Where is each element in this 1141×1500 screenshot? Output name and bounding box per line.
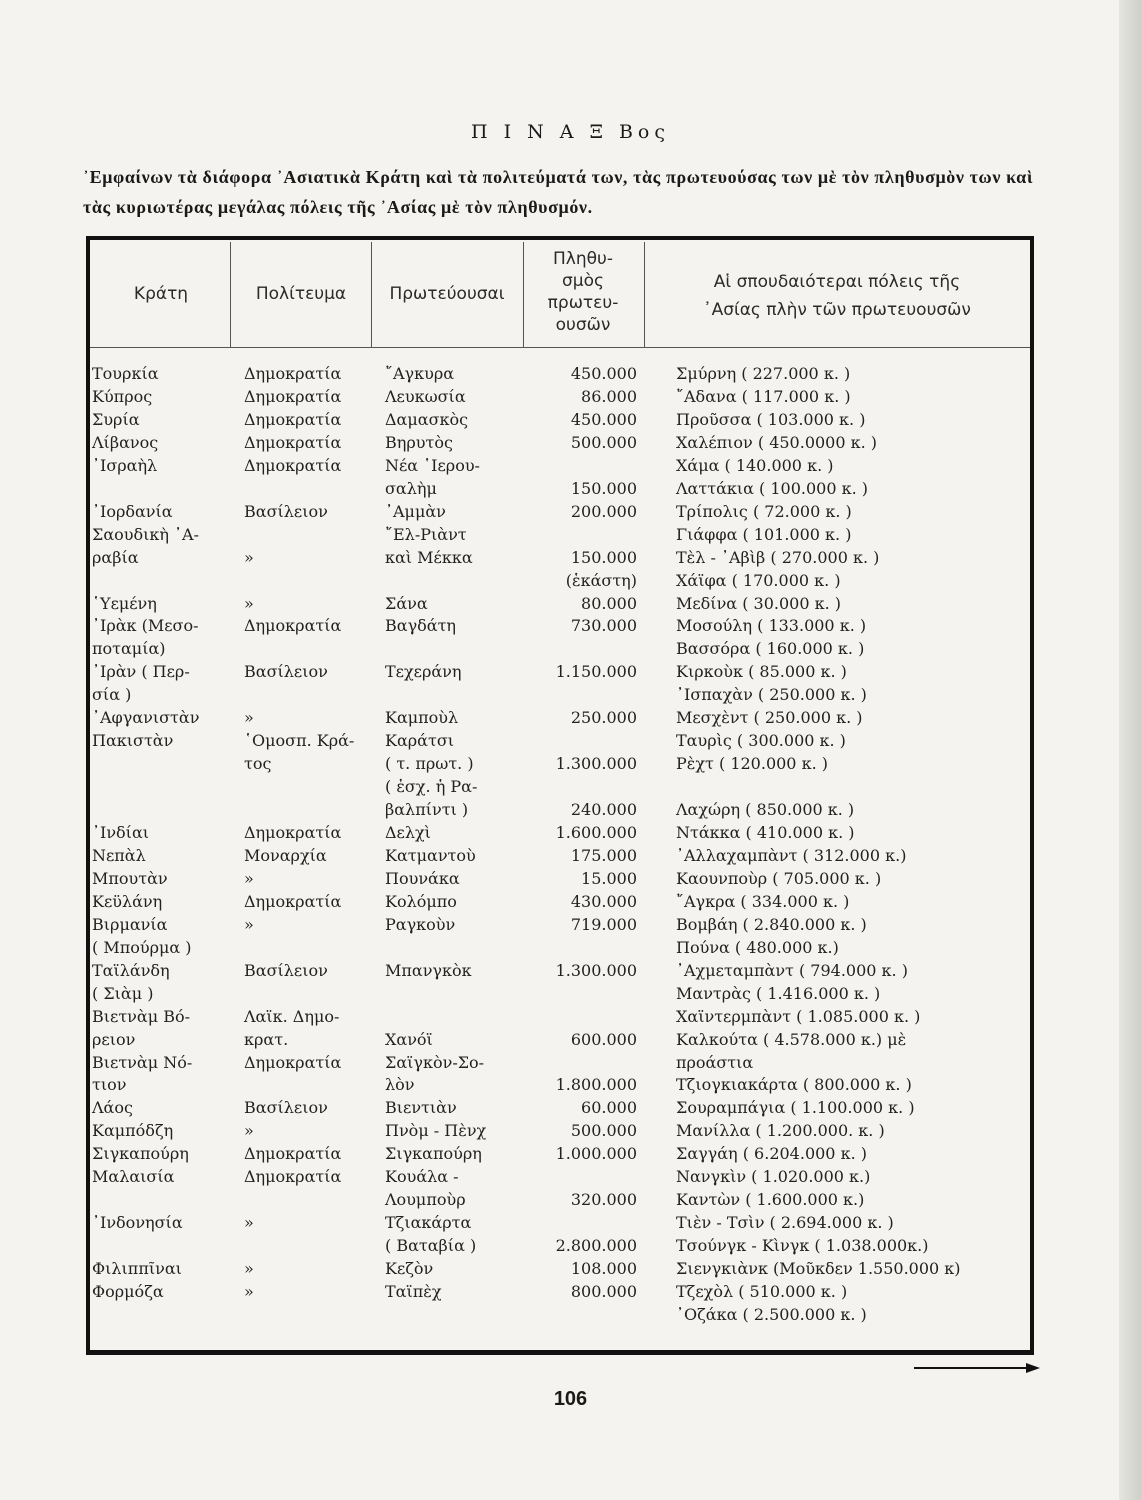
table-row [0,729,1141,752]
cell-capital: Νέα ῾Ιερου- [385,455,480,475]
cell-population: 108.000 [570,1259,637,1279]
cell-population: 150.000 [570,478,637,498]
cell-state: ᾽Ισραὴλ [92,455,158,475]
table-row [0,706,1141,729]
cell-regime: » [244,1259,254,1279]
cell-capital: Κατμαντοὺ [385,845,476,865]
cell-state: Μπουτὰν [92,868,168,888]
cell-population: 500.000 [570,1121,637,1141]
cell-state: ᾽Αφγανιστὰν [92,708,200,728]
header-line: Αἱ σπουδαιότεραι πόλεις τῆς [713,272,961,292]
table-row [0,1073,1141,1096]
table-row [0,1303,1141,1326]
cell-regime: ῾Ομοσπ. Κρά- [244,731,355,751]
cell-capital: Βαγδάτη [385,616,456,636]
cell-population: 500.000 [570,432,637,452]
table-row [0,569,1141,592]
cell-population: 240.000 [570,800,637,820]
table-row [0,683,1141,706]
cell-regime: Δημοκρατία [244,386,342,406]
cell-state: σία ) [92,685,132,705]
table-row [0,752,1141,775]
cell-population: 1.800.000 [555,1075,637,1095]
table-row [0,867,1141,890]
cell-state: ᾽Ιορδανία [92,501,173,521]
cell-regime: κρατ. [244,1029,289,1049]
cell-population: 320.000 [570,1190,637,1210]
cell-city: Κιρκοὺκ ( 85.000 κ. ) [676,662,847,682]
cell-capital: Κολόμπο [385,891,457,911]
cell-state: Κύπρος [92,386,153,406]
header-states: Κράτη [133,284,189,304]
table-row [0,936,1141,959]
cell-regime: » [244,914,254,934]
table-row [0,1005,1141,1028]
cell-capital: ῎Ελ-Ριὰντ [385,524,467,544]
cell-city: Λαχώρη ( 850.000 κ. ) [676,800,855,820]
table-row [0,454,1141,477]
table-row [0,362,1141,385]
cell-city: Τιὲν - Τσὶν ( 2.694.000 κ. ) [676,1213,894,1233]
cell-state: ( Σιὰμ ) [92,983,154,1003]
cell-regime: » [244,593,254,613]
table-row [0,385,1141,408]
cell-city: Χαϊντερμπὰντ ( 1.085.000 κ. ) [676,1006,921,1026]
cell-state: ᾽Ινδονησία [92,1213,183,1233]
cell-city: Καντὼν ( 1.600.000 κ.) [676,1190,865,1210]
cell-city: Λαττάκια ( 100.000 κ. ) [676,478,869,498]
cell-capital: Τεχεράνη [385,662,462,682]
cell-state: Λάος [92,1098,133,1118]
cell-city: Σουραμπάγια ( 1.100.000 κ. ) [676,1098,915,1118]
header-line: σμὸς [562,271,604,291]
cell-city: ᾽Αχμεταμπὰντ ( 794.000 κ. ) [676,960,908,980]
cell-state: Λίβανος [92,432,159,452]
cell-city: Μαντρὰς ( 1.416.000 κ. ) [676,983,881,1003]
header-line: Πληθυ- [553,249,613,269]
cell-city: Σαγγάη ( 6.204.000 κ. ) [676,1144,867,1164]
header-capitals: Πρωτεύουσαι [389,284,505,304]
header-divider [644,242,645,348]
table-row [0,798,1141,821]
cell-population: 175.000 [570,845,637,865]
cell-city: Τὲλ - ᾽Αβὶβ ( 270.000 κ. ) [676,547,880,567]
table-row [0,1142,1141,1165]
cell-capital: Καράτσι [385,731,455,751]
cell-regime: Βασίλειον [244,960,328,980]
cell-city: Γιάφφα ( 101.000 κ. ) [676,524,852,544]
header-line: ᾽Ασίας πλὴν τῶν πρωτευουσῶν [703,300,971,320]
cell-capital: σαλὴμ [385,478,437,498]
cell-capital: Δαμασκὸς [385,409,469,429]
cell-state: ᾽Ιρὰν ( Περ- [92,662,190,682]
table-row [0,431,1141,454]
table-row [0,1280,1141,1303]
table-row [0,890,1141,913]
cell-city: Προῦσσα ( 103.000 κ. ) [676,409,866,429]
cell-capital: Κουάλα - [385,1167,459,1187]
cell-capital: ( ἐσχ. ἡ Ρα- [385,777,478,797]
cell-population: 1.150.000 [555,662,637,682]
cell-capital: Σιγκαπούρη [385,1144,482,1164]
cell-state: Βιρμανία [92,914,168,934]
cell-state: Συρία [92,409,140,429]
cell-city: Πούνα ( 480.000 κ.) [676,937,839,957]
cell-population: 15.000 [581,868,637,888]
table-row [0,1234,1141,1257]
table-row [0,614,1141,637]
cell-capital: Λευκωσία [385,386,466,406]
cell-city: Καουνποὺρ ( 705.000 κ. ) [676,868,882,888]
cell-city: Μανίλλα ( 1.200.000. κ. ) [676,1121,885,1141]
table-row [0,1051,1141,1074]
cell-city: Μοσούλη ( 133.000 κ. ) [676,616,867,636]
table-row [0,982,1141,1005]
cell-regime: » [244,868,254,888]
table-row [0,844,1141,867]
table-row [0,821,1141,844]
cell-population: (ἑκάστη) [565,570,637,590]
cell-state: τιον [92,1075,127,1095]
cell-regime: Βασίλειον [244,662,328,682]
cell-regime: Δημοκρατία [244,455,342,475]
cell-state: Ταϊλάνδη [92,960,170,980]
table-row [0,637,1141,660]
cell-regime: Μοναρχία [244,845,327,865]
cell-city: Μεδίνα ( 30.000 κ. ) [676,593,842,613]
cell-state: Βιετνὰμ Νό- [92,1052,193,1072]
cell-population: 719.000 [570,914,637,934]
cell-city: προάστια [676,1052,754,1072]
cell-capital: Τζιακάρτα [385,1213,472,1233]
cell-state: Σιγκαπούρη [92,1144,189,1164]
cell-state: Βιετνὰμ Βό- [92,1006,190,1026]
header-line: πρωτευ- [547,293,619,313]
cell-state: ᾽Ιρὰκ (Μεσο- [92,616,199,636]
cell-capital: Καμποὺλ [385,708,459,728]
cell-population: 450.000 [570,364,637,383]
cell-state: ( Μπούρμα ) [92,937,192,957]
cell-capital: Βιεντιὰν [385,1098,457,1118]
cell-capital: βαλπίντι ) [385,800,469,820]
table-row [0,546,1141,569]
cell-population: 2.800.000 [555,1236,637,1256]
cell-population: 430.000 [570,891,637,911]
cell-capital: Ραγκοὺν [385,914,456,934]
cell-capital: ῎Αγκυρα [385,364,455,383]
table-title: Π Ι Ν Α Ξ Βος [470,121,671,143]
table-row [0,1028,1141,1051]
cell-population: 600.000 [570,1029,637,1049]
cell-population: 250.000 [570,708,637,728]
cell-state: ποταμία) [92,639,166,659]
cell-capital: Χανόϊ [385,1029,433,1049]
cell-capital: Πνὸμ - Πὲνχ [385,1121,487,1141]
cell-regime: Λαϊκ. Δημο- [244,1006,340,1026]
cell-population: 730.000 [570,616,637,636]
cell-state: Κεϋλάνη [92,891,163,911]
cell-capital: καὶ Μέκκα [385,547,473,567]
cell-city: Χάϊφα ( 170.000 κ. ) [676,570,841,590]
cell-state: ραβία [92,547,139,567]
cell-regime: Δημοκρατία [244,823,342,842]
cell-regime: » [244,547,254,567]
header-regime: Πολίτευμα [255,284,347,304]
cell-regime: τος [244,754,272,774]
table-row [0,500,1141,523]
cell-population: 450.000 [570,409,637,429]
cell-state: ᾽Ινδίαι [92,823,150,842]
cell-regime: Δημοκρατία [244,616,342,636]
cell-city: ᾽Αλλαχαμπὰντ ( 312.000 κ.) [676,845,907,865]
cell-population: 60.000 [581,1098,637,1118]
cell-population: 1.300.000 [555,754,637,774]
cell-city: ῎Αγκρα ( 334.000 κ. ) [676,891,850,911]
cell-capital: λὸν [385,1075,415,1095]
cell-city: Ταυρὶς ( 300.000 κ. ) [676,731,846,751]
cell-population: 150.000 [570,547,637,567]
cell-state: Φιλιππῖναι [92,1259,182,1279]
table-row [0,1211,1141,1234]
table-row [0,408,1141,431]
page-number: 106 [553,1388,588,1410]
cell-regime: Δημοκρατία [244,1167,342,1187]
header-rule [90,347,1030,348]
cell-city: Τρίπολις ( 72.000 κ. ) [676,501,852,521]
header-divider [230,242,231,348]
cell-city: ᾽Οζάκα ( 2.500.000 κ. ) [676,1304,867,1324]
table-row [0,1257,1141,1280]
table-row [0,913,1141,936]
cell-city: Βασσόρα ( 160.000 κ. ) [676,639,865,659]
cell-city: Ρὲχτ ( 120.000 κ. ) [676,754,828,774]
cell-city: Ντάκκα ( 410.000 κ. ) [676,823,855,842]
cell-capital: Μπανγκὸκ [385,960,472,980]
cell-capital: Πουνάκα [385,868,460,888]
table-row [0,592,1141,615]
cell-city: Τζεχὸλ ( 510.000 κ. ) [676,1282,848,1301]
cell-population: 1.000.000 [555,1144,637,1164]
cell-regime: » [244,1121,254,1141]
cell-state: Μαλαισία [92,1167,175,1187]
cell-city: ᾽Ισπαχὰν ( 250.000 κ. ) [676,685,867,705]
cell-capital: Λουμποὺρ [385,1190,466,1210]
cell-population: 80.000 [581,593,637,613]
cell-population: 1.600.000 [555,823,637,842]
cell-city: Τσούνγκ - Κὶνγκ ( 1.038.000κ.) [676,1236,929,1256]
cell-city: ῎Αδανα ( 117.000 κ. ) [676,386,851,406]
cell-regime: Δημοκρατία [244,432,342,452]
header-capital-population [524,248,642,336]
cell-capital: Βηρυτὸς [385,432,453,452]
header-line: ουσῶν [555,315,611,335]
cell-regime: » [244,1213,254,1233]
table-row [0,523,1141,546]
cell-capital: ( Βαταβία ) [385,1236,477,1256]
table-row [0,660,1141,683]
cell-regime: Δημοκρατία [244,409,342,429]
cell-capital: Δελχὶ [385,823,431,842]
cell-population: 800.000 [570,1282,637,1301]
cell-state: Πακιστὰν [92,731,174,751]
cell-regime: » [244,708,254,728]
cell-state: Νεπὰλ [92,845,146,865]
cell-capital: Σάνα [385,593,428,613]
header-major-cities [646,268,1028,324]
cell-city: Μεσχὲντ ( 250.000 κ. ) [676,708,863,728]
continue-arrow-icon [914,1362,1040,1374]
cell-state: Τουρκία [92,364,159,383]
cell-capital: Σαϊγκὸν-Σο- [385,1052,485,1072]
table-caption: ᾽Εμφαίνων τὰ διάφορα ᾽Ασιατικὰ Κράτη καὶ τὰ πολιτεύματά των, τὰς πρωτευούσας των μὲ τὸν πληθυσμὸν των καὶ τὰς κυριωτέρας μεγάλας πόλεις τῆς ᾽Ασίας μὲ τὸν πληθυσμόν. [83,167,1033,217]
cell-regime: Δημοκρατία [244,891,342,911]
cell-population: 86.000 [581,386,637,406]
cell-regime: » [244,1282,254,1301]
table-row [0,775,1141,798]
cell-city: Νανγκὶν ( 1.020.000 κ.) [676,1167,871,1187]
cell-regime: Δημοκρατία [244,1144,342,1164]
cell-regime: Βασίλειον [244,1098,328,1118]
cell-regime: Βασίλειον [244,501,328,521]
cell-state: Καμπόδζη [92,1121,174,1141]
cell-city: Χάμα ( 140.000 κ. ) [676,455,834,475]
cell-capital: Ταϊπὲχ [385,1282,442,1301]
cell-city: Σμύρνη ( 227.000 κ. ) [676,364,851,383]
cell-city: Τζιογκιακάρτα ( 800.000 κ. ) [676,1075,912,1095]
cell-city: Βομβάη ( 2.840.000 κ. ) [676,914,867,934]
cell-state: ρειον [92,1029,136,1049]
table-row [0,1096,1141,1119]
cell-regime: Δημοκρατία [244,364,342,383]
table-row [0,1188,1141,1211]
cell-regime: Δημοκρατία [244,1052,342,1072]
cell-city: Σιενγκιὰνκ (Μοῦκδεν 1.550.000 κ) [676,1259,961,1279]
cell-city: Χαλέπιον ( 450.0000 κ. ) [676,432,878,452]
cell-population: 200.000 [570,501,637,521]
cell-state: Φορμόζα [92,1282,164,1301]
cell-state: ῾Υεμένη [92,593,157,613]
cell-city: Καλκούτα ( 4.578.000 κ.) μὲ [676,1029,907,1049]
cell-capital: ( τ. πρωτ. ) [385,754,474,774]
cell-capital: Κεζὸν [385,1259,434,1279]
table-row [0,1119,1141,1142]
cell-state: Σαουδικὴ ᾽Α- [92,524,200,544]
table-row [0,1165,1141,1188]
table-row [0,959,1141,982]
cell-capital: ᾽Αμμὰν [385,501,446,521]
cell-population: 1.300.000 [555,960,637,980]
table-row [0,477,1141,500]
